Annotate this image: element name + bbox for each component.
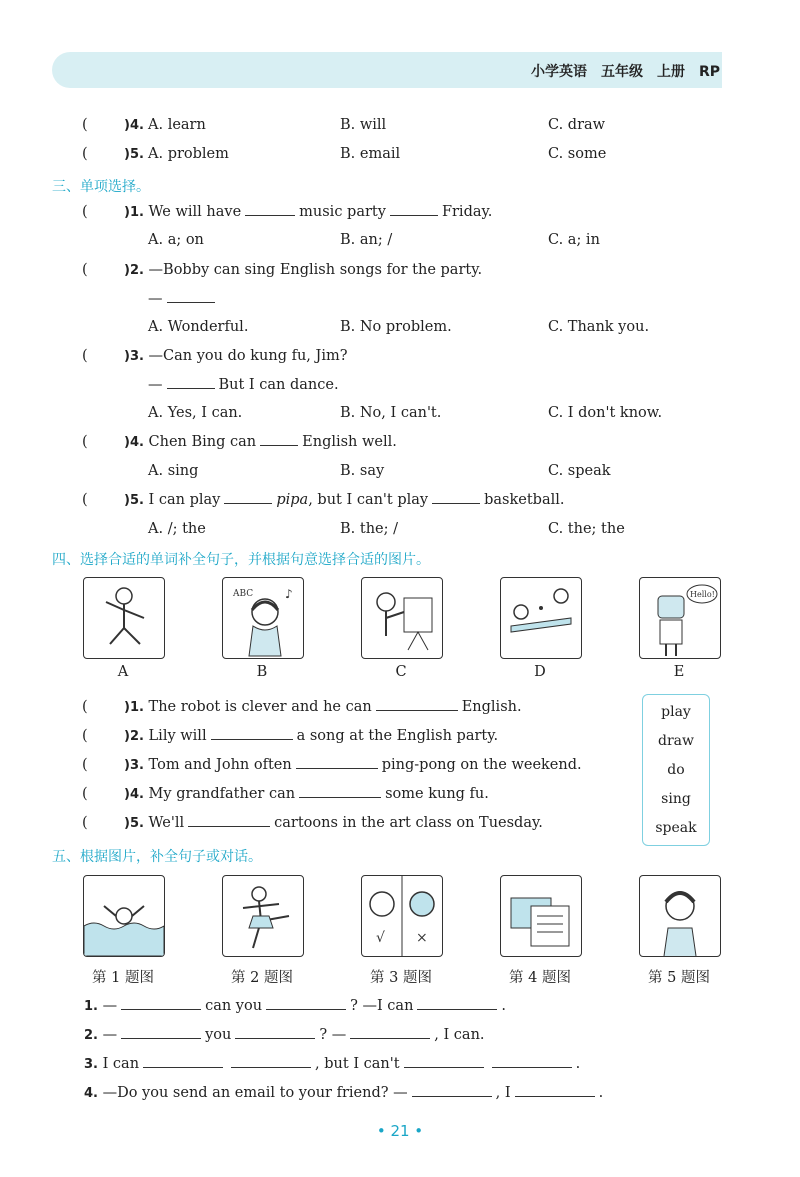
dancing-picture [222, 875, 304, 957]
page-number: • 21 • [376, 1122, 424, 1140]
answer-blank[interactable] [296, 767, 378, 769]
kung-fu-picture [83, 577, 165, 659]
section-4-title: 四、选择合适的单词补全句子，并根据句意选择合适的图片。 [52, 552, 430, 568]
check-icon: √ [376, 930, 385, 946]
abc-text: ABC [233, 589, 254, 599]
answer-paren[interactable]: ( [82, 728, 88, 744]
answer-blank[interactable] [376, 709, 458, 711]
question-line: )3. Tom and John often ping-pong on the weekend. [124, 757, 582, 773]
option-a: A. problem [148, 146, 229, 162]
answer-blank[interactable] [260, 444, 298, 446]
option-a: A. Wonderful. [148, 319, 249, 335]
hello-text: Hello! [690, 590, 715, 599]
word-bank-item: do [667, 762, 685, 778]
answer-blank[interactable] [404, 1066, 484, 1068]
answer-paren[interactable]: ( [82, 815, 88, 831]
answer-paren[interactable]: ( [82, 348, 88, 364]
answer-paren[interactable]: ( [82, 146, 88, 162]
word-bank-item: sing [661, 791, 691, 807]
option-a: A. sing [148, 463, 199, 479]
answer-blank[interactable] [121, 1008, 201, 1010]
question-line: )4. My grandfather can some kung fu. [124, 786, 489, 802]
option-a: A. Yes, I can. [148, 405, 243, 421]
picture-label: B [256, 664, 268, 680]
answer-blank[interactable] [245, 214, 295, 216]
answer-blank[interactable] [390, 214, 438, 216]
option-a: A. learn [148, 117, 206, 133]
answer-blank[interactable] [235, 1037, 315, 1039]
option-c: C. speak [548, 463, 611, 479]
picture-caption: 第 5 题图 [648, 970, 710, 986]
option-b: B. No problem. [340, 319, 452, 335]
option-b: B. will [340, 117, 387, 133]
option-c: C. a; in [548, 232, 600, 248]
question-line: )5. [124, 147, 144, 162]
answer-paren[interactable]: ( [82, 204, 88, 220]
answer-paren[interactable]: ( [82, 786, 88, 802]
answer-paren[interactable]: ( [82, 262, 88, 278]
question-line: )1. The robot is clever and he can English. [124, 699, 522, 715]
fill-line-2: 2. — you ? — , I can. [84, 1027, 485, 1043]
word-bank-item: play [661, 704, 691, 720]
picture-label: C [395, 664, 407, 680]
answer-blank[interactable] [121, 1037, 201, 1039]
option-b: B. email [340, 146, 401, 162]
picture-caption: 第 4 题图 [509, 970, 571, 986]
question-line: )4. Chen Bing can English well. [124, 434, 397, 450]
boy-picture [639, 875, 721, 957]
option-c: C. some [548, 146, 607, 162]
cross-icon: × [416, 930, 428, 946]
swimming-picture [83, 875, 165, 957]
answer-blank[interactable] [167, 387, 215, 389]
option-a: A. /; the [148, 521, 206, 537]
option-b: B. an; / [340, 232, 393, 248]
answer-blank[interactable] [412, 1095, 492, 1097]
question-line: )3. —Can you do kung fu, Jim? [124, 348, 348, 364]
answer-blank[interactable] [188, 825, 270, 827]
answer-blank[interactable] [224, 502, 272, 504]
option-c: C. draw [548, 117, 606, 133]
answer-blank[interactable] [432, 502, 480, 504]
answer-paren[interactable]: ( [82, 117, 88, 133]
answer-blank[interactable] [515, 1095, 595, 1097]
option-b: B. No, I can't. [340, 405, 442, 421]
header-title: 小学英语 五年级 上册 RP [530, 64, 720, 80]
answer-paren[interactable]: ( [82, 699, 88, 715]
answer-line: — [148, 291, 219, 307]
answer-blank[interactable] [266, 1008, 346, 1010]
fill-line-3: 3. I can , but I can't . [84, 1056, 581, 1072]
section-5-title: 五、根据图片，补全句子或对话。 [52, 849, 262, 865]
option-c: C. the; the [548, 521, 625, 537]
answer-paren[interactable]: ( [82, 757, 88, 773]
section-3-title: 三、单项选择。 [52, 179, 150, 195]
fill-line-1: 1. — can you ? —I can . [84, 998, 507, 1014]
question-line: )1. We will have music party Friday. [124, 204, 493, 220]
picture-caption: 第 2 题图 [231, 970, 293, 986]
question-line: )4. [124, 118, 144, 133]
ping-pong-picture [500, 577, 582, 659]
balls-picture [361, 875, 443, 957]
answer-blank[interactable] [143, 1066, 223, 1068]
singing-picture [222, 577, 304, 659]
email-picture [500, 875, 582, 957]
answer-blank[interactable] [211, 738, 293, 740]
option-c: C. I don't know. [548, 405, 663, 421]
picture-caption: 第 3 题图 [370, 970, 432, 986]
question-line: )2. —Bobby can sing English songs for the party. [124, 262, 483, 278]
svg-text:♪: ♪ [285, 587, 293, 601]
word-bank-item: speak [655, 820, 697, 836]
fill-line-4: 4. —Do you send an email to your friend? — , I . [84, 1085, 604, 1101]
option-c: C. Thank you. [548, 319, 650, 335]
answer-blank[interactable] [350, 1037, 430, 1039]
answer-blank[interactable] [299, 796, 381, 798]
picture-label: D [534, 664, 546, 680]
answer-blank[interactable] [417, 1008, 497, 1010]
answer-paren[interactable]: ( [82, 434, 88, 450]
option-a: A. a; on [148, 232, 204, 248]
question-line: )2. Lily will a song at the English party. [124, 728, 499, 744]
word-bank-item: draw [658, 733, 694, 749]
drawing-picture [361, 577, 443, 659]
question-line: )5. We'll cartoons in the art class on Tuesday. [124, 815, 543, 831]
picture-label: A [117, 664, 129, 680]
question-line: )5. I can play pipa, but I can't play basketball. [124, 492, 565, 508]
word-bank [642, 694, 710, 846]
option-b: B. say [340, 463, 385, 479]
picture-caption: 第 1 题图 [92, 970, 154, 986]
answer-blank[interactable] [231, 1066, 311, 1068]
picture-label: E [673, 664, 685, 680]
answer-blank[interactable] [492, 1066, 572, 1068]
answer-blank[interactable] [167, 301, 215, 303]
answer-paren[interactable]: ( [82, 492, 88, 508]
robot-picture [639, 577, 721, 659]
option-b: B. the; / [340, 521, 398, 537]
answer-line: — But I can dance. [148, 377, 339, 393]
